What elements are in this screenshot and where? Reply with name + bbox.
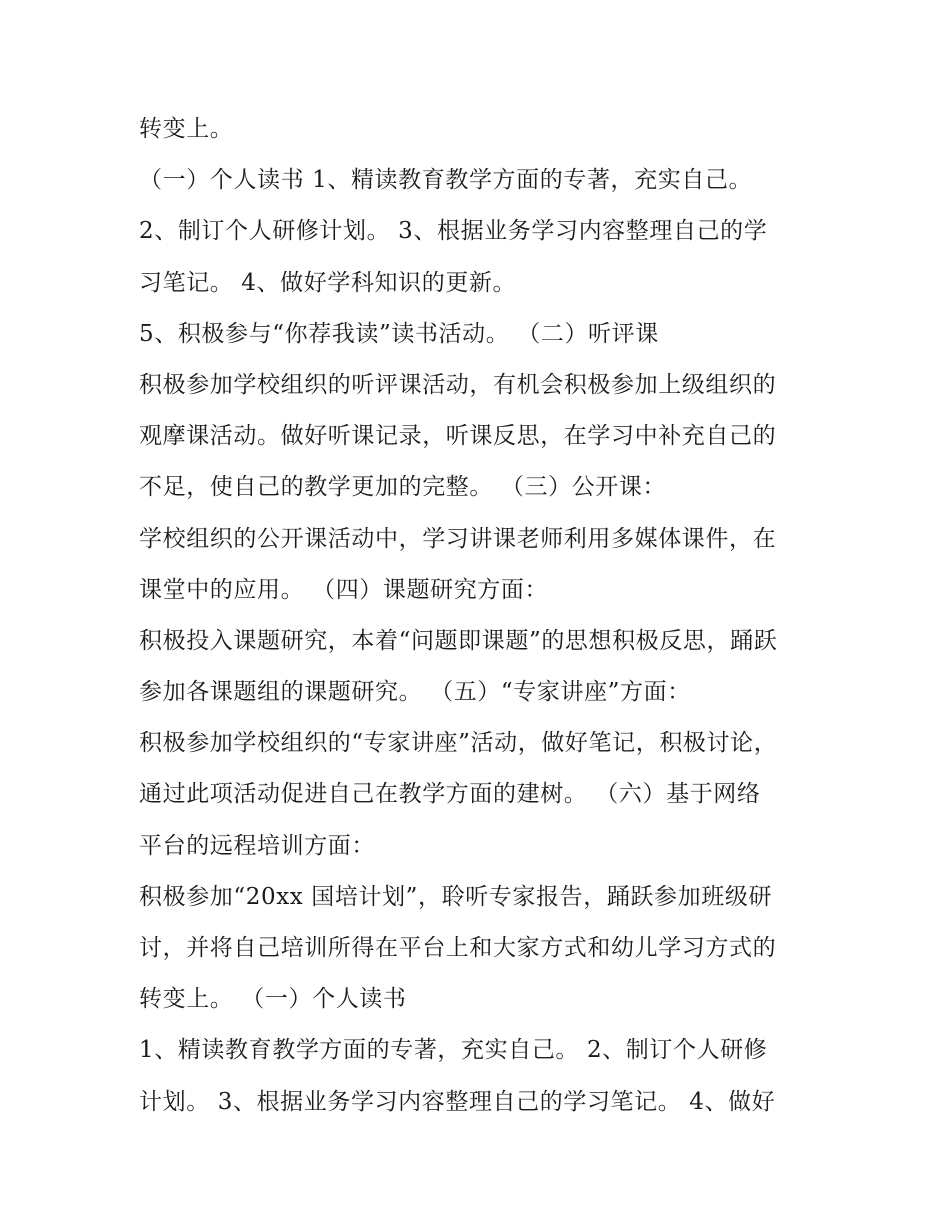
text-line-4: 习笔记。 4、做好学科知识的更新。 (139, 269, 517, 296)
text-line-20: 计划。 3、根据业务学习内容整理自己的学习笔记。 4、做好 (139, 1088, 776, 1115)
text-line-3: 2、制订个人研修计划。 3、根据业务学习内容整理自己的学 (139, 218, 768, 245)
text-line-14: 通过此项活动促进自己在教学方面的建树。 （六）基于网络 (139, 781, 761, 808)
text-line-13: 积极参加学校组织的“专家讲座”活动，做好笔记，积极讨论， (139, 730, 778, 757)
text-line-9: 学校组织的公开课活动中，学习讲课老师利用多媒体课件，在 (139, 525, 777, 552)
text-line-2: （一）个人读书 1、精读教育教学方面的专著，充实自己。 (139, 167, 753, 194)
text-line-5: 5、积极参与“你荐我读”读书活动。 （二）听评课 (139, 320, 659, 347)
text-line-1: 转变上。 (139, 116, 234, 142)
text-line-7: 观摩课活动。做好听课记录，听课反思，在学习中补充自己的 (139, 423, 777, 450)
text-line-12: 参加各课题组的课题研究。 （五）“专家讲座”方面： (139, 679, 691, 706)
text-line-19: 1、精读教育教学方面的专著，充实自己。 2、制订个人研修 (139, 1037, 768, 1064)
text-line-18: 转变上。 （一）个人读书 (139, 986, 407, 1013)
text-line-16: 积极参加“20xx 国培计划”，聆听专家报告，踊跃参加班级研 (139, 883, 773, 910)
text-line-10: 课堂中的应用。 （四）课题研究方面： (139, 576, 549, 603)
text-line-17: 讨，并将自己培训所得在平台上和大家方式和幼儿学习方式的 (139, 935, 777, 961)
text-line-15: 平台的远程培训方面： (139, 832, 375, 859)
text-line-6: 积极参加学校组织的听评课活动，有机会积极参加上级组织的 (139, 371, 777, 398)
text-line-11: 积极投入课题研究，本着“问题即课题”的思想积极反思，踊跃 (139, 627, 778, 654)
text-line-8: 不足，使自己的教学更加的完整。 （三）公开课： (139, 474, 667, 501)
document-body (139, 104, 829, 1128)
